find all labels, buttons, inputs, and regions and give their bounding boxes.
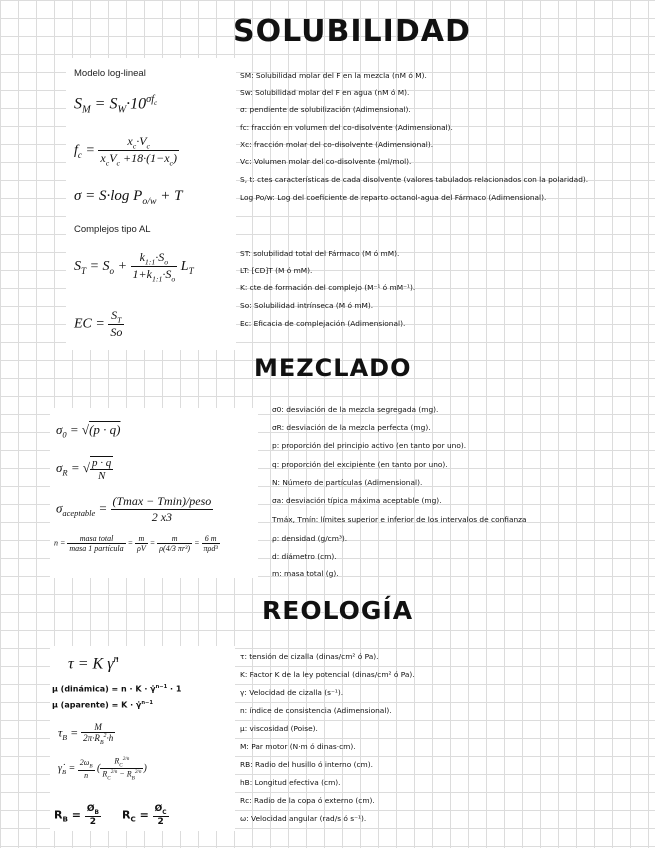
formula-fc: $f_c$ = $\frac{x_c\cdot V_c}{x_cV_c +18\cdot(1-x_c)}$ [74,134,177,168]
complex-label: Complejos tipo AL [74,224,151,235]
formula-sigma-acc: $\sigma_{aceptable}$ = $\frac{\text{(Tmax − Tmin)/peso}}{2 x3}$ [56,494,212,524]
model-label: Modelo log-lineal [74,68,146,79]
def-line: τ: tensión de cizalla (dinas/cm² ó Pa). [240,652,379,661]
def-line: p: proporción del principio activo (en tanto por uno). [272,441,467,450]
def-line: Vc: Volumen molar del co-disolvente (ml/mol). [240,157,412,166]
def-line: RB: Radio del husillo ó interno (cm). [240,760,373,769]
def-line: m: masa total (g). [272,569,339,578]
formula-mu-ap: μ (aparente) = K · γ̇$^{n-1}$ [52,700,154,710]
formula-rc: $R_C$ = $\frac{Ø_C}{2}$ [122,804,167,827]
def-line: σa: desviación típica máxima aceptable (mg). [272,496,442,505]
def-line: σ: pendiente de solubilización (Adimensional). [240,105,411,114]
def-line: Sw: Solubilidad molar del F en agua (nM ó M). [240,88,410,97]
formula-sigma: σ = S·log $P_{o/w} + T$ [74,188,183,207]
def-line: Ec: Eficacia de complejación (Adimensional). [240,319,406,328]
def-line: So: Solubilidad intrínseca (M ó mM). [240,301,374,310]
formula-mu-din: μ (dinámica) = n · K · γ̇$^{n-1}$ · 1 [52,684,182,694]
def-line: S, t: ctes características de cada disolvente (valores tabulados relacionados con la polaridad). [240,175,589,184]
def-line: d: diámetro (cm). [272,552,337,561]
def-line: N: Número de partículas (Adimensional). [272,478,423,487]
def-line: ω: Velocidad angular (rad/s ó s⁻¹). [240,814,367,823]
formula-sm: $S_M = S_W\cdot 10^{\sigma f_c}$ [74,94,158,116]
formula-n: n = $\frac{\text{masa total}}{\text{masa 1 partícula}}$ = $\frac{m}{\rho V}$ = $\frac{m}{\text{ρ(4/3 πr³)}}$ = $\frac{6 m}{\text{πρd³}}$ [54,534,218,553]
def-line: n: índice de consistencia (Adimensional). [240,706,392,715]
def-line: μ: viscosidad (Poise). [240,724,318,733]
formula-sigmaR: $\sigma_R$ = √ $\frac{p \cdot q}{N}$ [56,457,112,482]
def-line: Log Po/w: Log del coeficiente de reparto octanol-agua del Fármaco (Adimensional). [240,193,547,202]
formula-tau: τ = K γ̇$^n$ [68,654,119,673]
formula-rb: $R_B$ = $\frac{Ø_B}{2}$ [54,804,99,827]
def-line: Xc: fracción molar del co-disolvente (Adimensional). [240,140,434,149]
section-title-mezclado: MEZCLADO [254,354,412,382]
def-line: Rc: Radio de la copa ó externo (cm). [240,796,375,805]
def-line: σ0: desviación de la mezcla segregada (mg). [272,405,439,414]
def-line: hB: Longitud efectiva (cm). [240,778,341,787]
section-title-reologia: REOLOGÍA [262,596,414,625]
def-line: M: Par motor (N·m ó dinas·cm). [240,742,356,751]
def-line: LT: [CD]T (M ó mM). [240,266,313,275]
def-line: γ: Velocidad de cizalla (s⁻¹). [240,688,344,697]
mezclado-formula-panel [50,408,258,578]
def-line: SM: Solubilidad molar del F en la mezcla (nM ó M). [240,71,427,80]
formula-sigma0: $\sigma_0 = √(p \cdot q)$ [56,422,121,440]
formula-gammaB: $\gammȧ_B$ = $\frac{2\omega_B}{n}$ ( $\frac{R_C^{2/n}}{R_C^{2/n} - R_B^{2/n}}$ ) [58,756,147,782]
solubilidad-formula-panel [66,58,236,350]
formula-tauB: $\tau_B$ = $\frac{M}{2\pi\cdot R_B^2\cdot h}$ [58,722,114,746]
def-line: σR: desviación de la mezcla perfecta (mg). [272,423,431,432]
def-line: Tmáx, Tmín: límites superior e inferior de los intervalos de confianza [272,515,527,524]
def-line: fc: fracción en volumen del co-disolvente (Adimensional). [240,123,453,132]
reologia-formula-panel [50,646,235,831]
def-line: q: proporción del excipiente (en tanto por uno). [272,460,448,469]
section-title-solubilidad: SOLUBILIDAD [233,14,471,49]
def-line: ST: solubilidad total del Fármaco (M ó mM). [240,249,400,258]
formula-st: $S_T = S_o$ + $\frac{k_{1:1}\cdot S_o}{1+k_{1:1}\cdot S_o}$ $L_T$ [74,250,194,284]
def-line: K: cte de formación del complejo (M⁻¹ ó mM⁻¹). [240,283,416,292]
def-line: ρ: densidad (g/cm³). [272,534,348,543]
formula-ec: EC = $\frac{S_T}{So}$ [74,308,123,340]
def-line: K: Factor K de la ley potencial (dinas/cm² ó Pa). [240,670,415,679]
